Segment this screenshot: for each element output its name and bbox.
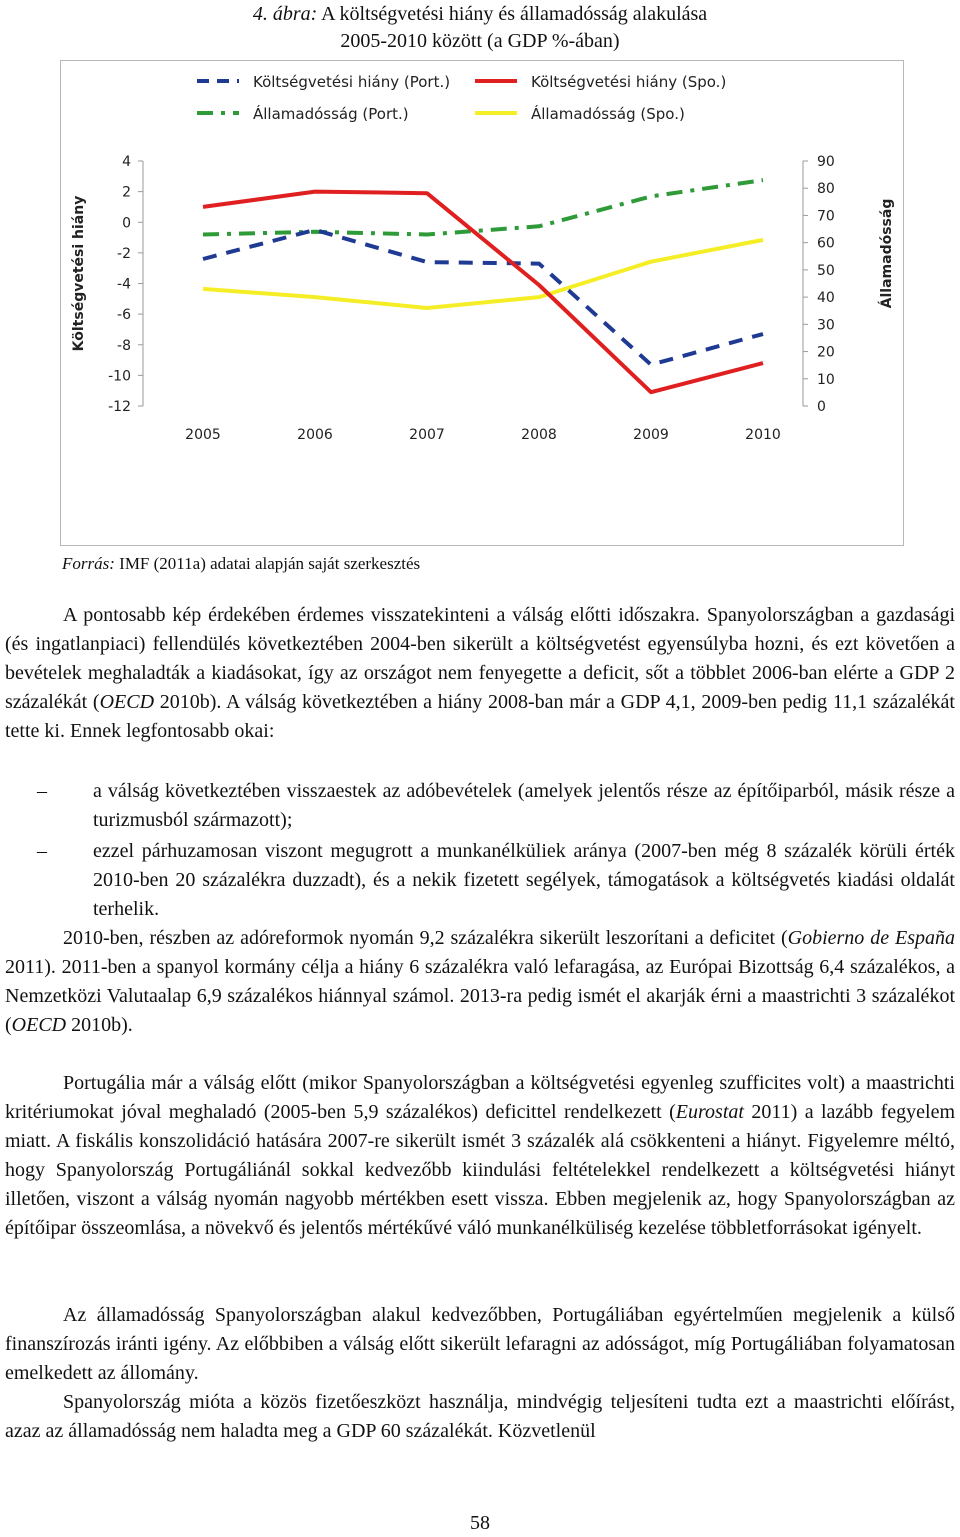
paragraph-1-text-a: A pontosabb kép érdekében érdemes visszatekinteni a válság előtti időszakra. Spanyolországban a gazdasági (és ingatlanpiaci) fellendülés következtében 2004-ben sikerült a költségvetést egyensúlyba hozni, és ezt követően a bevételek meghaladták a kiadásokat, így az országot nem fenyegette a deficit, sőt a többlet 2006-ban elérte a GDP 2 százalékát (	[5, 604, 955, 713]
dash-bullet-icon: –	[37, 840, 47, 862]
paragraph-3-text-b: 2011) a lazább fegyelem miatt. A fiskális konszolidáció hatására 2007-re sikerült ismét 3 százalék alá csökkenteni a hiányt. Figyelemre méltó, hogy Spanyolország Portugáliánál sokkal kedvezőbb kiindulási feltételekkel rendelkezett a költségvetési hiányt illetően, viszont a válság nyomán nagyobb mértékben esett vissza. Ebben megjelenik az, hogy Spanyolországban az építőipar összeomlása, a növekvő és jelentős mértékűvé váló munkanélküliség kezelése többletforrásokat igényelt.	[5, 1101, 956, 1239]
series-line	[203, 230, 763, 365]
x-tick-label: 2008	[521, 427, 557, 443]
chart	[61, 61, 903, 545]
paragraph-1	[5, 601, 955, 746]
legend-label: Költségvetési hiány (Port.)	[253, 73, 451, 91]
left-axis-title: Költségvetési hiány	[71, 195, 87, 352]
x-tick-label: 2007	[409, 427, 445, 443]
paragraph-2-text-a: 2010-ben, részben az adóreformok nyomán 9,2 százalékra sikerült leszorítani a deficitet (	[63, 927, 788, 949]
paragraph-5: Spanyolország mióta a közös fizetőeszközt használja, mindvégig teljesíteni tudta ezt a maastrichti előírást, azaz az államadósság nem haladta meg a GDP 60 százalékát. Közvetlenül	[5, 1391, 955, 1442]
legend-label: Államadósság (Spo.)	[531, 105, 685, 123]
citation: OECD	[99, 691, 155, 713]
source-label: Forrás:	[62, 554, 115, 573]
left-tick-label: 2	[122, 184, 131, 201]
paragraph-2-text-c: 2010b).	[66, 1014, 133, 1036]
left-tick-label: 4	[122, 154, 131, 170]
bullet-item	[5, 837, 955, 924]
right-tick-label: 30	[817, 317, 835, 334]
figure-source	[62, 552, 420, 576]
right-tick-label: 90	[817, 154, 835, 170]
left-tick-label: -10	[108, 368, 131, 385]
paragraph-2	[5, 924, 955, 1040]
right-axis-title: Államadósság	[879, 198, 895, 309]
x-tick-label: 2006	[297, 427, 333, 443]
paragraph-4: Az államadósság Spanyolországban alakul kedvezőbben, Portugáliában egyértelműen megjelenik a külső finanszírozás iránti igény. Az előbbiben a válság előtt sikerült lefaragni az adósságot, míg Portugáliában folyamatosan emelkedett az állomány.	[5, 1304, 955, 1384]
legend-label: Költségvetési hiány (Spo.)	[531, 73, 727, 91]
right-tick-label: 50	[817, 262, 835, 279]
bullet-text: ezzel párhuzamosan viszont megugrott a munkanélküliek aránya (2007-ben még 8 százalék körüli érték 2010-ben 20 százalékra duzzadt), és a nekik fizetett segélyek, támogatások a költségvetés kiadási oldalát terhelik.	[93, 840, 955, 920]
right-tick-label: 70	[817, 208, 835, 225]
right-tick-label: 10	[817, 371, 835, 388]
x-tick-label: 2005	[185, 427, 221, 443]
source-text: IMF (2011a) adatai alapján saját szerkesztés	[114, 554, 421, 573]
left-tick-label: -2	[117, 245, 131, 262]
right-tick-label: 20	[817, 344, 835, 361]
left-tick-label: 0	[122, 215, 131, 232]
left-tick-label: -8	[117, 337, 131, 354]
citation: OECD	[11, 1014, 67, 1036]
chart-frame	[60, 60, 904, 546]
dash-bullet-icon: –	[37, 780, 47, 802]
citation: Gobierno de España	[787, 927, 955, 949]
series-line	[203, 240, 763, 308]
series-line	[203, 180, 763, 234]
right-tick-label: 60	[817, 235, 835, 252]
page-number: 58	[470, 1512, 490, 1534]
paragraph-3-text-a: Portugália már a válság előtt (mikor Spanyolországban a költségvetési egyenleg szufficites volt) a maastrichti kritériumokat jóval meghaladó (2005-ben 5,9 százalékos) deficittel rendelkezett (	[5, 1072, 955, 1123]
figure-title: A költségvetési hiány és államadósság alakulása	[317, 3, 708, 25]
x-tick-label: 2009	[633, 427, 669, 443]
legend-label: Államadósság (Port.)	[253, 105, 409, 123]
right-tick-label: 80	[817, 181, 835, 198]
left-tick-label: -6	[117, 307, 131, 324]
figure-label: 4. ábra:	[252, 3, 318, 25]
x-tick-label: 2010	[745, 427, 781, 443]
left-tick-label: -12	[108, 399, 131, 415]
citation: Eurostat	[675, 1101, 744, 1123]
figure-caption-line2: 2005-2010 között (a GDP %-ában)	[340, 30, 620, 52]
left-tick-label: -4	[117, 276, 131, 293]
paragraph-1-text-b: 2010b). A válság következtében a hiány 2008-ban már a GDP 4,1, 2009-ben pedig 11,1 százalékát tette ki. Ennek legfontosabb okai:	[5, 691, 955, 742]
paragraph-3	[5, 1069, 955, 1243]
right-tick-label: 0	[817, 399, 826, 415]
bullet-text: a válság következtében visszaestek az adóbevételek (amelyek jelentős része az építőiparból, másik része a turizmusból származott);	[93, 780, 955, 831]
series-line	[203, 192, 763, 393]
right-tick-label: 40	[817, 290, 835, 307]
paragraph-2-text-b: 2011). 2011-ben a spanyol kormány célja a hiány 6 százalékra való lefaragása, az Európai Bizottság 6,4 százalékos, a Nemzetközi Valutaalap 6,9 százalékos hiánnyal számol. 2013-ra pedig ismét el akarják érni a maastrichti 3 százalékot (	[5, 956, 955, 1036]
figure-caption-line1	[0, 0, 960, 28]
bullet-item	[5, 777, 955, 835]
